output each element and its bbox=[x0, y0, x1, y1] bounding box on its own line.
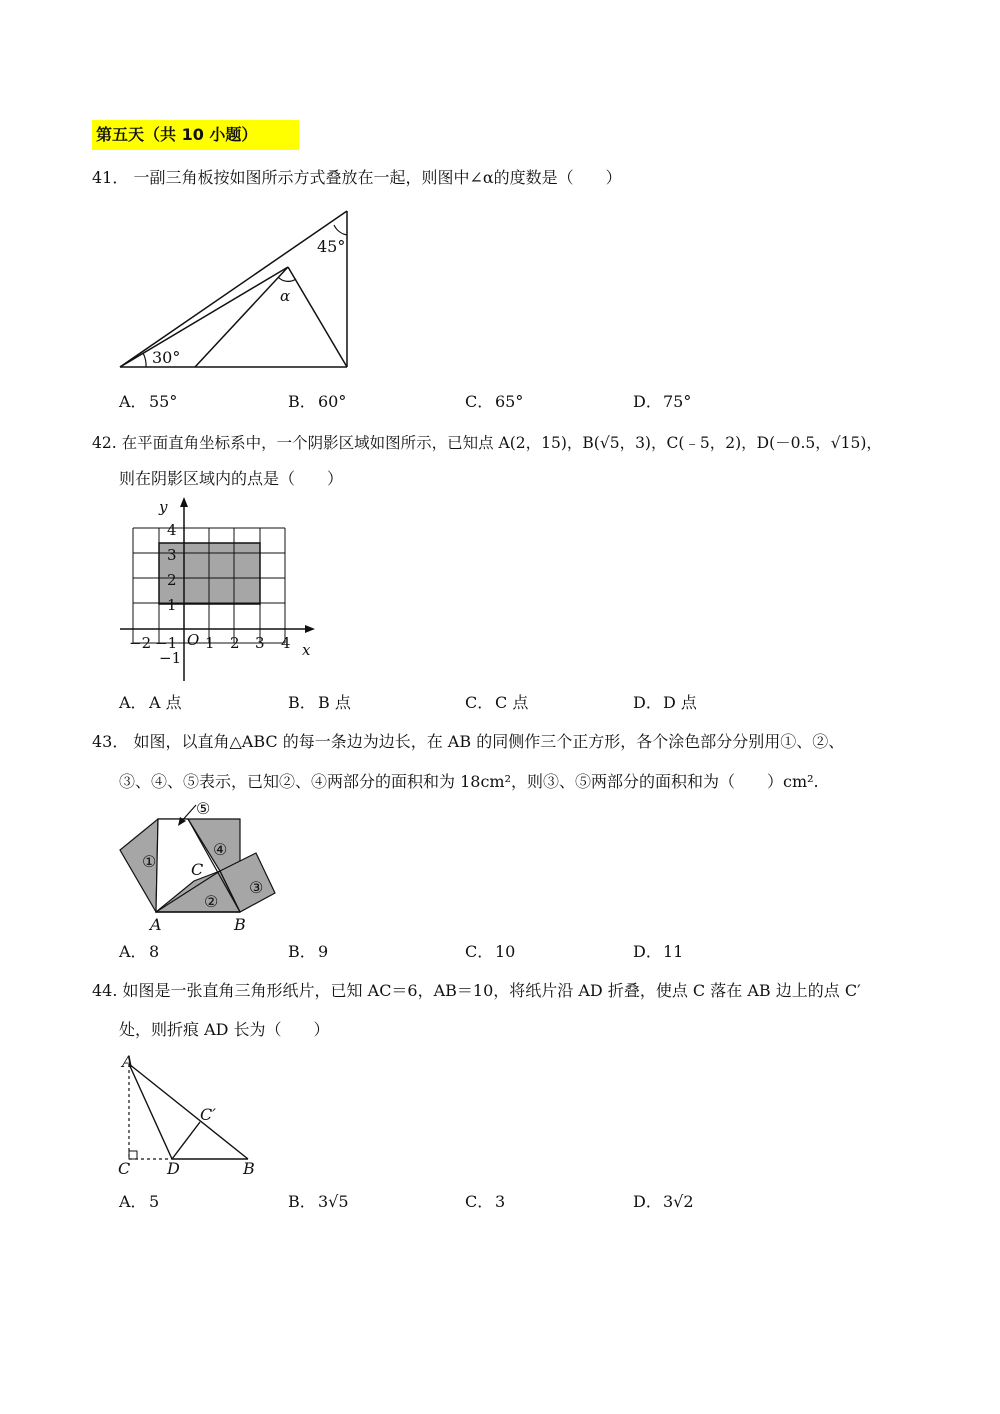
option-letter: C． bbox=[465, 693, 494, 712]
option-letter: D． bbox=[633, 1192, 662, 1211]
option-text: 9 bbox=[318, 942, 329, 961]
q42-x-tick: 4 bbox=[281, 634, 291, 652]
q41-inner-edge-3 bbox=[288, 267, 347, 367]
option-text: 5 bbox=[149, 1192, 160, 1211]
option-letter: A． bbox=[119, 1192, 147, 1211]
q41-option-b[interactable] bbox=[288, 392, 346, 412]
option-letter: A． bbox=[119, 693, 147, 712]
q43-option-c[interactable] bbox=[465, 942, 515, 962]
question-43-stem bbox=[92, 732, 844, 752]
question-number: 44. bbox=[92, 981, 118, 1000]
q43-option-d[interactable] bbox=[633, 942, 683, 962]
q42-x-arrow bbox=[305, 625, 315, 633]
option-text: 8 bbox=[149, 942, 160, 961]
q43-label-r4: ④ bbox=[213, 840, 228, 859]
q43-label-a: A bbox=[150, 915, 162, 934]
q44-side-ab bbox=[129, 1064, 248, 1159]
q41-option-c[interactable] bbox=[465, 392, 523, 412]
q44-segment-dc-prime bbox=[172, 1122, 200, 1159]
q44-label-b: B bbox=[243, 1159, 255, 1178]
q43-label-r2: ② bbox=[204, 892, 219, 911]
q43-label-b: B bbox=[234, 915, 246, 934]
q41-label-45: 45° bbox=[317, 237, 346, 256]
option-text: 3√2 bbox=[663, 1192, 694, 1211]
q44-label-c: C bbox=[118, 1159, 131, 1178]
q42-x-tick: 2 bbox=[230, 634, 240, 652]
option-text: 65° bbox=[495, 392, 524, 411]
q41-arc-45 bbox=[334, 225, 347, 235]
q41-option-d[interactable] bbox=[633, 392, 691, 412]
q41-inner-edge-2 bbox=[195, 267, 291, 367]
q41-hypotenuse bbox=[120, 211, 347, 367]
option-text: 55° bbox=[149, 392, 178, 411]
option-text: C 点 bbox=[495, 693, 529, 712]
q42-x-tick: −1 bbox=[155, 634, 178, 652]
q43-label-r5: ⑤ bbox=[196, 799, 211, 818]
option-text: 60° bbox=[318, 392, 347, 411]
option-letter: B． bbox=[288, 942, 316, 961]
q44-label-a: A bbox=[122, 1052, 134, 1071]
option-letter: D． bbox=[633, 693, 662, 712]
option-letter: A． bbox=[119, 942, 147, 961]
question-44-stem bbox=[92, 981, 861, 1001]
q44-label-c-prime: C′ bbox=[200, 1105, 216, 1124]
option-text: B 点 bbox=[318, 693, 351, 712]
q44-option-b[interactable] bbox=[288, 1192, 349, 1212]
q43-option-b[interactable] bbox=[288, 942, 328, 962]
question-text: 在平面直角坐标系中，一个阴影区域如图所示，已知点 A(2，15)，B(√5，3)，C(﹣5，2)，D(－0.5，√15)， bbox=[121, 434, 882, 452]
question-42-stem bbox=[92, 433, 882, 453]
q42-y-tick: 3 bbox=[167, 546, 177, 564]
question-number: 43． bbox=[92, 732, 129, 751]
question-text: 如图，以直角△ABC 的每一条边为边长，在 AB 的同侧作三个正方形，各个涂色部分分别用①、②、 bbox=[133, 732, 845, 751]
q43-figure bbox=[110, 795, 290, 940]
q44-fold-ad bbox=[129, 1064, 172, 1159]
q42-figure bbox=[115, 495, 325, 685]
q43-label-r3: ③ bbox=[249, 878, 264, 897]
q42-option-c[interactable] bbox=[465, 693, 528, 713]
q41-arc-30 bbox=[143, 353, 146, 367]
q42-y-tick: 1 bbox=[167, 596, 177, 614]
option-letter: D． bbox=[633, 942, 662, 961]
q42-option-a[interactable] bbox=[119, 693, 182, 713]
q41-inner-edge bbox=[120, 267, 291, 367]
q42-x-tick: −2 bbox=[129, 634, 152, 652]
q42-x-tick: 3 bbox=[255, 634, 265, 652]
q41-arc-alpha bbox=[278, 277, 296, 281]
question-number: 42. bbox=[92, 434, 117, 452]
q42-y-tick: −1 bbox=[159, 649, 182, 667]
q43-label-r1: ① bbox=[142, 852, 157, 871]
option-letter: B． bbox=[288, 693, 316, 712]
q44-right-angle-mark bbox=[129, 1151, 137, 1159]
question-41-stem bbox=[92, 168, 622, 188]
q44-option-d[interactable] bbox=[633, 1192, 694, 1212]
q44-option-a[interactable] bbox=[119, 1192, 159, 1212]
q42-x-tick: 1 bbox=[205, 634, 215, 652]
q41-option-a[interactable] bbox=[119, 392, 177, 412]
q41-figure bbox=[110, 205, 360, 375]
option-text: 75° bbox=[663, 392, 692, 411]
question-text: 如图是一张直角三角形纸片，已知 AC＝6，AB＝10，将纸片沿 AD 折叠，使点 C 落在 AB 边上的点 C′ bbox=[122, 981, 861, 1000]
option-letter: B． bbox=[288, 392, 316, 411]
q44-label-d: D bbox=[167, 1159, 180, 1178]
option-text: D 点 bbox=[663, 693, 697, 712]
option-letter: C． bbox=[465, 392, 494, 411]
option-text: 11 bbox=[663, 942, 684, 961]
q42-x-label: x bbox=[302, 641, 311, 659]
q41-label-alpha: α bbox=[280, 287, 291, 305]
q42-option-d[interactable] bbox=[633, 693, 697, 713]
question-43-stem-line2: ③、④、⑤表示，已知②、④两部分的面积和为 18cm²，则③、⑤两部分的面积和为（ ）cm². bbox=[119, 772, 819, 791]
q42-y-tick: 2 bbox=[167, 571, 177, 589]
q41-label-30: 30° bbox=[152, 348, 181, 367]
q44-option-c[interactable] bbox=[465, 1192, 505, 1212]
question-number: 41． bbox=[92, 168, 129, 187]
q42-y-label: y bbox=[159, 498, 168, 516]
q44-figure bbox=[110, 1050, 280, 1185]
option-letter: C． bbox=[465, 942, 494, 961]
q42-y-arrow bbox=[180, 497, 188, 507]
question-44-stem-line2: 处，则折痕 AD 长为（ ） bbox=[119, 1020, 330, 1039]
q42-origin-label: O bbox=[187, 631, 200, 649]
q42-y-tick: 4 bbox=[167, 521, 177, 539]
q43-label-c: C bbox=[191, 860, 204, 879]
section-title: 第五天（共 10 小题） bbox=[92, 120, 299, 150]
option-letter: A． bbox=[119, 392, 147, 411]
option-letter: D． bbox=[633, 392, 662, 411]
q42-option-b[interactable] bbox=[288, 693, 351, 713]
option-text: 10 bbox=[495, 942, 516, 961]
option-letter: B． bbox=[288, 1192, 316, 1211]
option-text: 3√5 bbox=[318, 1192, 349, 1211]
q42-grid bbox=[133, 528, 285, 643]
option-letter: C． bbox=[465, 1192, 494, 1211]
option-text: 3 bbox=[495, 1192, 506, 1211]
question-42-stem-line2: 则在阴影区域内的点是（ ） bbox=[119, 469, 344, 488]
question-text: 一副三角板按如图所示方式叠放在一起，则图中∠α的度数是（ ） bbox=[133, 168, 622, 187]
q43-option-a[interactable] bbox=[119, 942, 159, 962]
option-text: A 点 bbox=[149, 693, 182, 712]
